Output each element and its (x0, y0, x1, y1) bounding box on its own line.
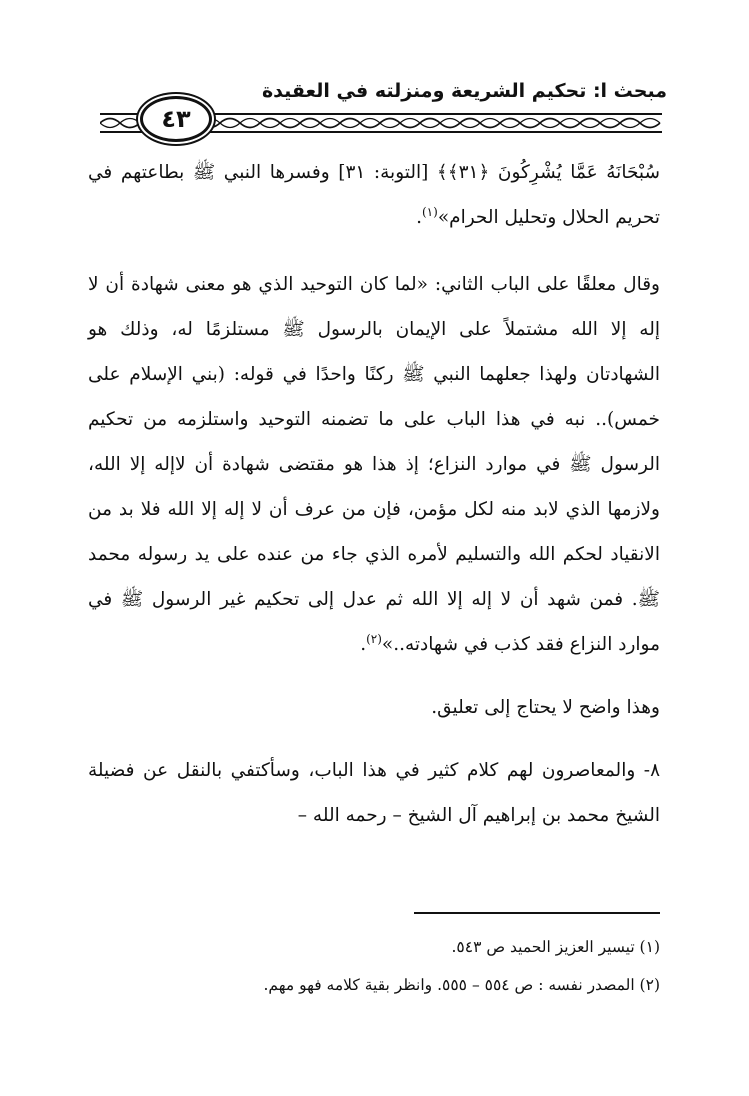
sentence-end: . (360, 634, 367, 655)
footnote-1: (١) تيسير العزيز الحميد ص ٥٤٣. (451, 938, 660, 956)
numbered-paragraph: ٨- والمعاصرون لهم كلام كثير في هذا الباب، وسأكتفي بالنقل عن فضيلة الشيخ محمد بن إبراهيم آل الشيخ – رحمه الله – (88, 760, 660, 826)
comment-paragraph: وهذا واضح لا يحتاج إلى تعليق. (431, 697, 660, 718)
verse-continuation: في تحريم الحلال وتحليل الحرام» (88, 162, 660, 228)
footnote-ref-2: (٢) (366, 631, 382, 646)
footnote-2: (٢) المصدر نفسه : ص ٥٥٤ – ٥٥٥. وانظر بقية كلامه فهو مهم. (263, 976, 660, 994)
sentence-end: . (416, 207, 422, 228)
page-number-badge: ٤٣ (140, 96, 212, 142)
verse-text: سُبْحَانَهُ عَمَّا يُشْرِكُونَ ﴿٣١﴾﴾ [التوبة: ٣١] وفسرها النبي ﷺ بطاعتهم (120, 162, 660, 183)
footnote-ref-1: (١) (421, 204, 438, 219)
footnotes (100, 928, 660, 1004)
footnote-separator (414, 912, 660, 914)
main-text (88, 150, 660, 838)
quote-paragraph (88, 262, 660, 667)
running-header-title: مبحث ا: تحكيم الشريعة ومنزلته في العقيدة (261, 80, 667, 102)
quote-text: وقال معلقًا على الباب الثاني: «لما كان التوحيد الذي هو معنى شهادة أن لا إله إلا الله مشتملاً على الإيمان بالرسول ﷺ مستلزمًا له، وذلك هو الشهادتان ولهذا جعلهما النبي ﷺ ركنًا واحدًا في قوله: (بني الإسلام على خمس).. نبه في هذا الباب على ما تضمنه التوحيد واستلزمه من تحكيم الرسول ﷺ في موارد النزاع؛ إذ هذا هو مقتضى شهادة أن لاإله إلا الله، ولازمها الذي لابد منه لكل مؤمن، فإن من عرف أن لا إله إلا الله فلا بد من الانقياد لحكم الله والتسليم لأمره الذي جاء من عنده على يد رسوله محمد ﷺ. فمن شهد أن لا إله إلا الله ثم عدل إلى تحكيم غير الرسول ﷺ في موارد النزاع فقد كذب في شهادته..» (88, 274, 660, 655)
verse-line (88, 150, 660, 240)
